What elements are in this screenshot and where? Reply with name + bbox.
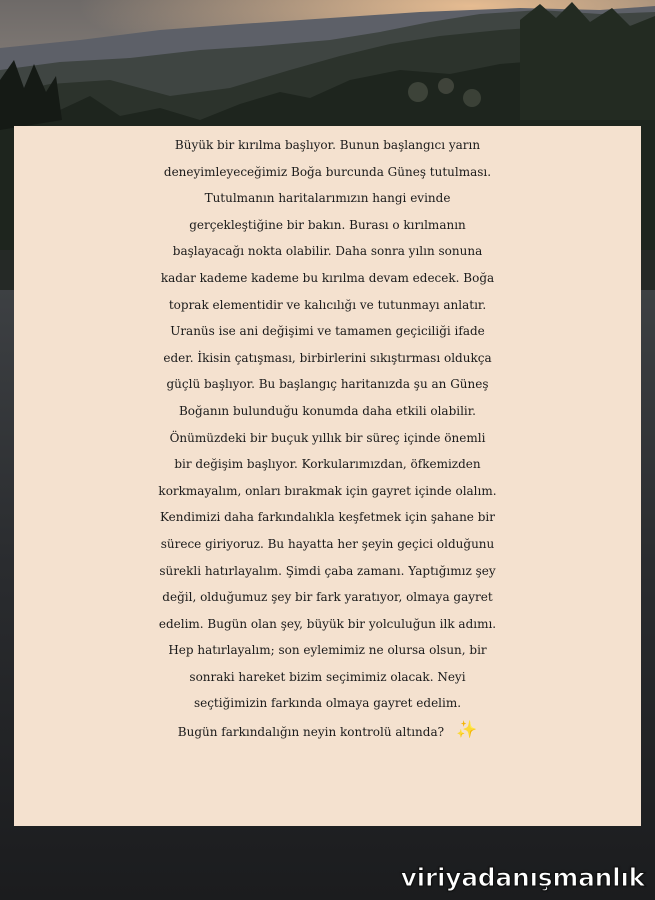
- quote-line: gerçekleştiğine bir bakın. Burası o kırılmanın: [189, 217, 466, 232]
- quote-line: bir değişim başlıyor. Korkularımızdan, öfkemizden: [174, 457, 481, 472]
- quote-line: Uranüs ise ani değişimi ve tamamen geçiciliği ifade: [170, 324, 485, 339]
- quote-line: başlayacağı nokta olabilir. Daha sonra yılın sonuna: [172, 244, 483, 259]
- quote-line: sonraki hareket bizim seçimimiz olacak. Neyi: [189, 669, 466, 684]
- quote-line: kadar kademe kademe bu kırılma devam edecek. Boğa: [160, 270, 495, 285]
- quote-card: [14, 126, 641, 826]
- quote-line-last: [18, 717, 637, 746]
- quote-line-last-text: Bugün farkındalığın neyin kontrolü altında?: [177, 725, 445, 740]
- sparkles-icon: ✨: [456, 720, 478, 741]
- quote-line: Boğanın bulunduğu konumda daha etkili olabilir.: [178, 403, 476, 418]
- quote-line: Büyük bir kırılma başlıyor. Bunun başlangıcı yarın: [174, 138, 481, 152]
- watermark-username: viriyadanışmanlık: [400, 863, 645, 892]
- quote-line: Kendimizi daha farkındalıkla keşfetmek için şahane bir: [160, 510, 495, 525]
- quote-line: sürekli hatırlayalım. Şimdi çaba zamanı. Yaptığımız şey: [159, 563, 496, 578]
- quote-line: Tutulmanın haritalarımızın hangi evinde: [204, 191, 451, 206]
- quote-line: Önümüzdeki bir buçuk yıllık bir süreç içinde önemli: [169, 430, 486, 445]
- quote-line: güçlü başlıyor. Bu başlangıç haritanızda şu an Güneş: [166, 377, 489, 392]
- quote-line: eder. İkisin çatışması, birbirlerini sıkıştırması oldukça: [163, 350, 492, 365]
- quote-line: sürece giriyoruz. Bu hayatta her şeyin geçici olduğunu: [160, 536, 495, 551]
- quote-line: değil, olduğumuz şey bir fark yaratıyor, olmaya gayret: [162, 590, 493, 605]
- quote-text: [18, 132, 637, 746]
- quote-line: seçtiğimizin farkında olmaya gayret edelim.: [193, 696, 462, 711]
- quote-line: deneyimleyeceğimiz Boğa burcunda Güneş tutulması.: [163, 164, 492, 179]
- quote-line: korkmayalım, onları bırakmak için gayret içinde olalım.: [158, 483, 497, 498]
- quote-line: edelim. Bugün olan şey, büyük bir yolculuğun ilk adımı.: [158, 616, 497, 631]
- quote-line: toprak elementidir ve kalıcılığı ve tutunmayı anlatır.: [168, 297, 487, 312]
- quote-line: Hep hatırlayalım; son eylemimiz ne olursa olsun, bir: [168, 643, 487, 658]
